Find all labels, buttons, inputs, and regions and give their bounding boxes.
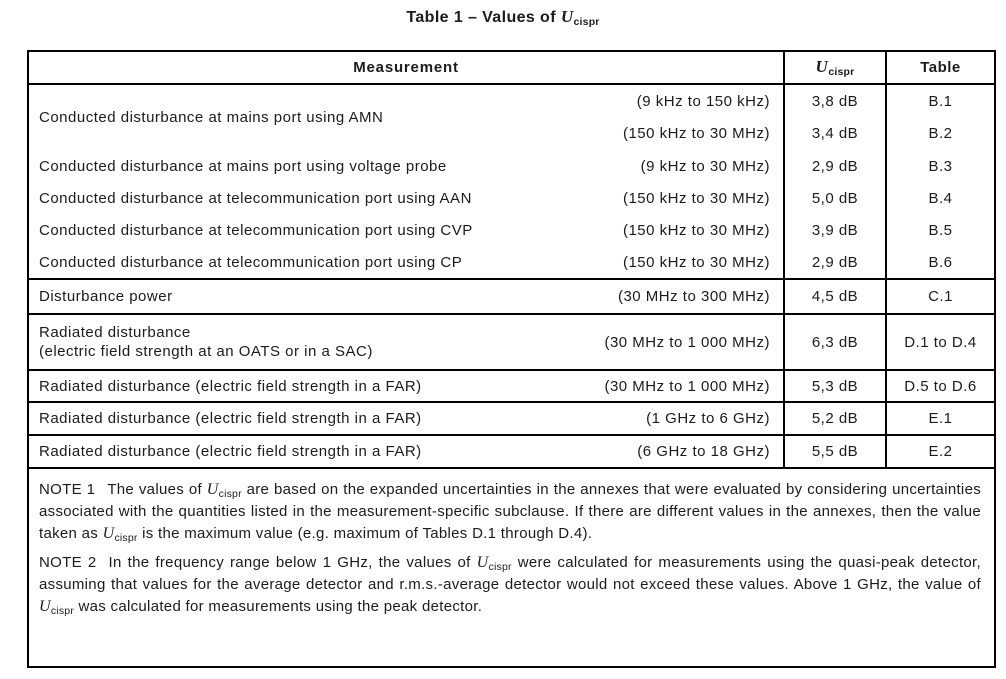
ucispr-symbol xyxy=(477,554,512,571)
table-row xyxy=(29,182,994,214)
header-table: Table xyxy=(885,52,994,83)
u-subscript: cispr xyxy=(573,16,600,28)
frequency-range: (30 MHz to 1 000 MHz) xyxy=(604,333,770,351)
uncertainty-value: 2,9 dB xyxy=(783,246,885,278)
uncertainty-value: 5,5 dB xyxy=(783,436,885,467)
table-ref: B.4 xyxy=(885,182,994,214)
measurement-cell xyxy=(29,280,783,313)
u-subscript: cispr xyxy=(50,605,75,617)
table-ref-cell xyxy=(885,85,994,150)
measurement-cell xyxy=(29,246,783,278)
table-row xyxy=(29,401,994,434)
uncertainty-value: 4,5 dB xyxy=(783,280,885,313)
table-ref: E.1 xyxy=(885,403,994,434)
note-label: NOTE 1 xyxy=(39,481,96,498)
measurement-label: Radiated disturbance (electric field strength in a FAR) xyxy=(39,443,422,460)
frequency-range: (150 kHz to 30 MHz) xyxy=(622,221,770,239)
ucispr-symbol xyxy=(561,9,600,26)
measurement-label: Conducted disturbance at telecommunication port using CVP xyxy=(39,221,473,239)
measurement-label: Conducted disturbance at mains port using AMN xyxy=(39,109,384,126)
uncertainty-value: 3,4 dB xyxy=(811,125,859,143)
frequency-range: (6 GHz to 18 GHz) xyxy=(637,443,770,460)
measurement-cell xyxy=(29,315,783,369)
note-paragraph: NOTE 1 The values of $U_{cispr}$ are based on the expanded uncertainties in the annexes that were evaluated by considering uncertainties associated with the quantities listed in the measurement-specific subclause. If there are different values in the annexes, then the value taken as $U_{cispr}$ is the maximum value (e.g. maximum of Tables D.1 through D.4). xyxy=(39,481,982,544)
ucispr-symbol xyxy=(39,598,74,615)
table-row xyxy=(29,278,994,313)
ucispr-symbol xyxy=(103,525,138,542)
u-symbol: U xyxy=(39,598,51,615)
frequency-range: (9 kHz to 150 kHz) xyxy=(636,92,770,110)
measurement-cell xyxy=(29,371,783,401)
uncertainty-value: 3,8 dB xyxy=(811,92,859,110)
measurement-label: Conducted disturbance at mains port using voltage probe xyxy=(39,157,447,175)
u-symbol: U xyxy=(476,554,489,571)
u-symbol: U xyxy=(560,7,574,26)
u-symbol: U xyxy=(102,525,115,542)
uncertainty-value: 5,3 dB xyxy=(783,371,885,401)
table-title-text: Table 1 – Values of xyxy=(406,9,561,26)
uncertainty-values-table xyxy=(27,50,996,668)
uncertainty-value: 2,9 dB xyxy=(783,150,885,182)
u-symbol: U xyxy=(815,57,829,76)
uncertainty-value: 5,0 dB xyxy=(783,182,885,214)
frequency-range: (30 MHz to 1 000 MHz) xyxy=(604,377,770,395)
table-ref: B.3 xyxy=(885,150,994,182)
table-ref: D.1 to D.4 xyxy=(885,315,994,369)
frequency-range: (150 kHz to 30 MHz) xyxy=(622,253,770,271)
table-row xyxy=(29,313,994,369)
table-header-row xyxy=(29,52,994,85)
ucispr-symbol xyxy=(816,59,855,76)
frequency-range: (150 kHz to 30 MHz) xyxy=(622,125,770,143)
measurement-cell xyxy=(29,182,783,214)
frequency-range: (9 kHz to 30 MHz) xyxy=(640,157,770,175)
table-body xyxy=(29,85,994,467)
table-row xyxy=(29,150,994,182)
table-title xyxy=(0,9,1006,27)
measurement-cell xyxy=(29,150,783,182)
u-symbol: U xyxy=(206,481,219,498)
measurement-label-line: (electric field strength at an OATS or in a SAC) xyxy=(39,343,373,360)
table-row xyxy=(29,434,994,467)
frequency-range: (30 MHz to 300 MHz) xyxy=(617,288,770,305)
table-ref: B.6 xyxy=(885,246,994,278)
ucispr-symbol xyxy=(207,481,242,498)
measurement-label-line: Radiated disturbance xyxy=(39,324,191,341)
measurement-label: Conducted disturbance at telecommunication port using CP xyxy=(39,253,463,271)
measurement-label xyxy=(39,323,373,361)
table-ref: E.2 xyxy=(885,436,994,467)
measurement-label: Disturbance power xyxy=(39,288,173,305)
table-row xyxy=(29,369,994,401)
measurement-label: Conducted disturbance at telecommunication port using AAN xyxy=(39,189,472,207)
header-ucispr xyxy=(783,52,885,83)
note-paragraph: NOTE 2 In the frequency range below 1 GHz, the values of $U_{cispr}$ were calculated for measurements using the quasi-peak detector, assuming that values for the average detector and r.m.s.-average detector would not exceed these values. Above 1 GHz, the value of $U_{cispr}$ was calculated for measurements using the peak detector. xyxy=(39,554,981,617)
measurement-cell xyxy=(29,214,783,246)
uncertainty-cell xyxy=(783,85,885,150)
uncertainty-value: 5,2 dB xyxy=(783,403,885,434)
measurement-cell xyxy=(29,403,783,434)
u-subscript: cispr xyxy=(218,488,242,500)
table-ref: D.5 to D.6 xyxy=(885,371,994,401)
table-row xyxy=(29,214,994,246)
measurement-label: Radiated disturbance (electric field strength in a FAR) xyxy=(39,410,422,427)
frequency-range: (150 kHz to 30 MHz) xyxy=(622,189,770,207)
table-ref: B.5 xyxy=(885,214,994,246)
frequency-ranges xyxy=(623,85,770,150)
table-ref: B.2 xyxy=(928,125,953,143)
uncertainty-value: 3,9 dB xyxy=(783,214,885,246)
measurement-cell xyxy=(29,85,783,150)
uncertainty-value: 6,3 dB xyxy=(783,315,885,369)
table-row xyxy=(29,85,994,150)
table-notes xyxy=(29,467,994,666)
table-row xyxy=(29,246,994,278)
note-label: NOTE 2 xyxy=(39,554,97,571)
frequency-range: (1 GHz to 6 GHz) xyxy=(646,410,770,427)
header-measurement: Measurement xyxy=(353,59,459,76)
u-subscript: cispr xyxy=(488,561,512,573)
u-subscript: cispr xyxy=(114,532,138,544)
measurement-label: Radiated disturbance (electric field strength in a FAR) xyxy=(39,377,422,395)
measurement-cell xyxy=(29,436,783,467)
u-subscript: cispr xyxy=(828,66,855,78)
table-ref: C.1 xyxy=(885,280,994,313)
table-ref: B.1 xyxy=(928,92,953,110)
